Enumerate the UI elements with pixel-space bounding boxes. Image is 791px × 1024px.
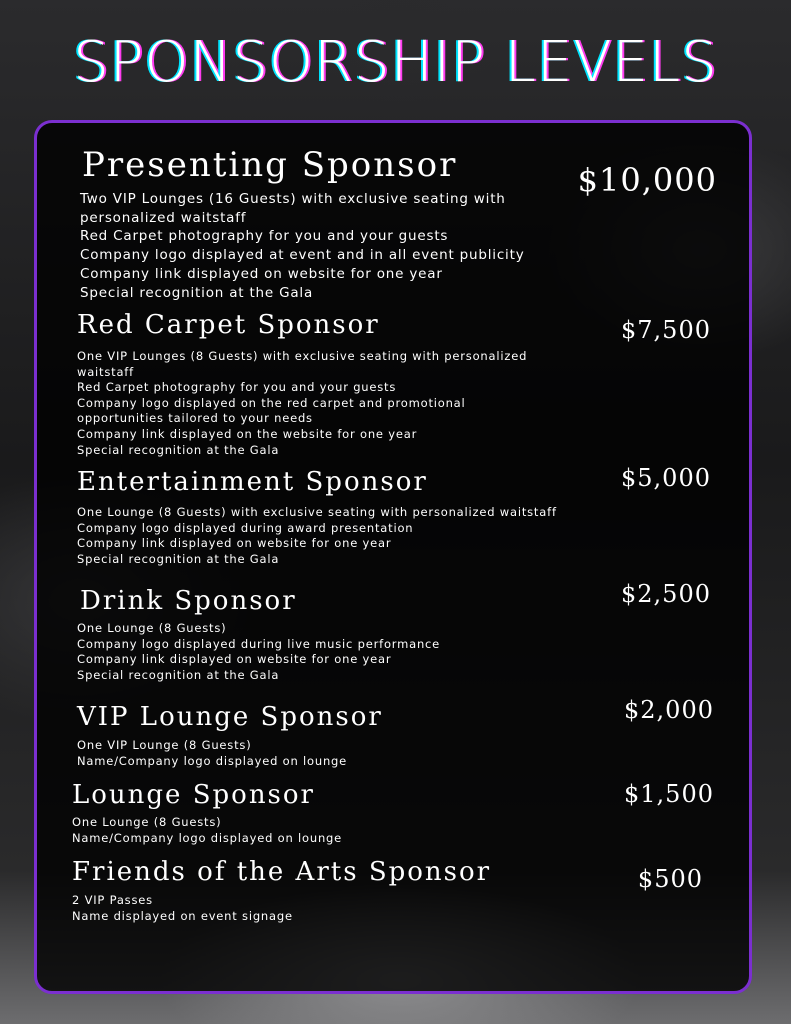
benefit-item: One Lounge (8 Guests) with exclusive seating with personalized waitstaff [77, 505, 557, 519]
benefit-item: Special recognition at the Gala [77, 667, 280, 682]
level-name: Drink Sponsor [80, 586, 297, 616]
benefit-item: Name/Company logo displayed on lounge [77, 753, 348, 768]
level-benefits [77, 621, 440, 683]
level-name: Lounge Sponsor [72, 780, 315, 810]
page-title: SPONSORSHIP LEVELS [73, 30, 718, 95]
benefit-item: Special recognition at the Gala [80, 284, 314, 301]
level-price: $7,500 [621, 316, 711, 344]
benefit-item: Red Carpet photography for you and your guests [80, 228, 449, 245]
benefit-item: Two VIP Lounges (16 Guests) with exclusive seating with [80, 191, 506, 207]
level-name: Entertainment Sponsor [77, 467, 428, 497]
benefit-item: Company logo displayed during award presentation [77, 520, 414, 535]
level-benefits [72, 815, 342, 846]
benefit-item: Company link displayed on website for one year [77, 536, 392, 551]
level-price: $5,000 [621, 464, 711, 492]
benefit-item: waitstaff [77, 364, 135, 379]
level-price: $500 [637, 865, 703, 893]
benefit-item: personalized waitstaff [80, 209, 247, 226]
benefit-item: opportunities tailored to your needs [77, 411, 313, 426]
level-benefits [77, 349, 527, 458]
benefit-item: 2 VIP Passes [72, 893, 153, 907]
benefit-item: Company logo displayed at event and in all event publicity [80, 247, 525, 264]
level-name: VIP Lounge Sponsor [77, 702, 383, 732]
level-price: $10,000 [577, 161, 717, 199]
benefit-item: One VIP Lounge (8 Guests) [77, 738, 252, 752]
benefit-item: Special recognition at the Gala [77, 442, 280, 457]
benefit-item: One Lounge (8 Guests) [77, 621, 227, 635]
benefit-item: Name/Company logo displayed on lounge [72, 830, 343, 845]
benefit-item: Special recognition at the Gala [77, 551, 280, 566]
benefit-item: Company logo displayed on the red carpet and promotional [77, 395, 466, 410]
level-benefits [80, 190, 525, 302]
level-benefits [77, 505, 557, 567]
level-price: $2,000 [624, 696, 714, 724]
benefit-item: Company link displayed on the website for one year [77, 426, 418, 441]
benefit-item: One VIP Lounges (8 Guests) with exclusive seating with personalized [77, 349, 528, 363]
benefit-item: Red Carpet photography for you and your guests [77, 380, 397, 395]
sponsorship-panel [34, 120, 752, 994]
benefit-item: One Lounge (8 Guests) [72, 815, 222, 829]
level-benefits [72, 893, 293, 924]
level-name: Friends of the Arts Sponsor [72, 857, 492, 887]
level-price: $2,500 [621, 580, 711, 608]
level-benefits [77, 738, 347, 769]
level-price: $1,500 [624, 780, 714, 808]
benefit-item: Company logo displayed during live music performance [77, 636, 441, 651]
benefit-item: Company link displayed on website for one year [77, 652, 392, 667]
benefit-item: Name displayed on event signage [72, 908, 293, 923]
level-name: Red Carpet Sponsor [77, 310, 380, 340]
level-name: Presenting Sponsor [82, 145, 458, 185]
benefit-item: Company link displayed on website for one year [80, 265, 443, 282]
